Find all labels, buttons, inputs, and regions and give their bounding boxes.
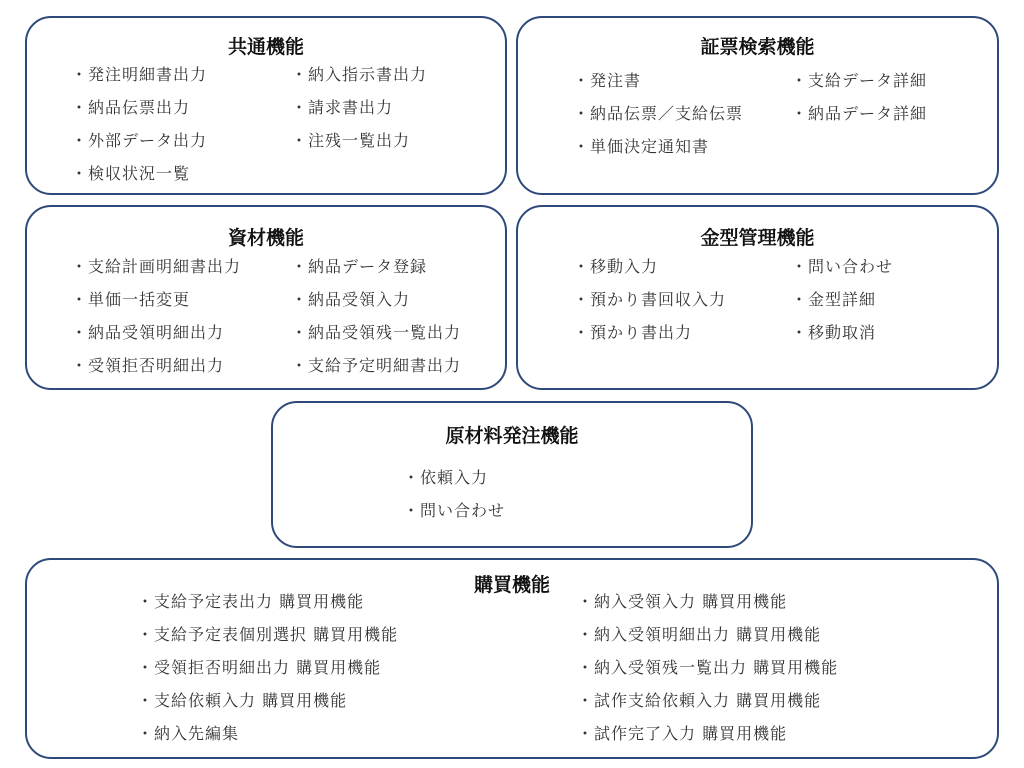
list-item: ・納品データ登録	[291, 257, 428, 276]
list-item: ・問い合わせ	[791, 257, 894, 276]
list-item: ・支給予定表出力 購買用機能	[137, 592, 365, 611]
list-item: ・納入受領明細出力 購買用機能	[577, 625, 822, 644]
purchasing-functions-list	[137, 585, 977, 750]
list-item: ・預かり書出力	[573, 323, 693, 342]
list-item: ・発注書	[573, 71, 642, 90]
purchasing-functions-title: 購買機能	[473, 574, 550, 596]
mold-management-title: 金型管理機能	[700, 227, 815, 249]
list-item: ・検収状況一覧	[71, 164, 191, 183]
list-item: ・納入先編集	[137, 724, 240, 743]
list-item: ・受領拒否明細出力	[71, 356, 225, 375]
list-item: ・単価決定通知書	[573, 137, 710, 156]
list-item: ・単価一括変更	[71, 290, 191, 309]
materials-functions-title: 資材機能	[227, 227, 304, 249]
materials-functions-list	[71, 250, 511, 382]
list-item: ・外部データ出力	[71, 131, 208, 150]
list-item: ・移動入力	[573, 257, 659, 276]
voucher-search-box	[516, 16, 999, 195]
list-item: ・試作支給依頼入力 購買用機能	[577, 691, 822, 710]
list-item: ・納品受領明細出力	[71, 323, 225, 342]
list-item: ・支給予定表個別選択 購買用機能	[137, 625, 399, 644]
mold-management-list	[573, 250, 971, 349]
list-item: ・納入受領残一覧出力 購買用機能	[577, 658, 839, 677]
list-item: ・請求書出力	[291, 98, 394, 117]
list-item: ・問い合わせ	[403, 501, 506, 520]
list-item: ・納品受領残一覧出力	[291, 323, 462, 342]
list-item: ・納入受領入力 購買用機能	[577, 592, 788, 611]
list-item: ・支給予定明細書出力	[291, 356, 462, 375]
list-item: ・受領拒否明細出力 購買用機能	[137, 658, 382, 677]
list-item: ・納品受領入力	[291, 290, 411, 309]
list-item: ・支給データ詳細	[791, 71, 928, 90]
list-item: ・注残一覧出力	[291, 131, 411, 150]
list-item: ・納品伝票出力	[71, 98, 191, 117]
list-item: ・移動取消	[791, 323, 877, 342]
purchasing-functions-box	[25, 558, 999, 759]
common-functions-title: 共通機能	[227, 36, 304, 58]
raw-material-order-box	[271, 401, 753, 548]
voucher-search-title: 証票検索機能	[700, 36, 815, 58]
list-item: ・支給依頼入力 購買用機能	[137, 691, 348, 710]
voucher-search-list	[573, 64, 971, 163]
list-item: ・発注明細書出力	[71, 65, 208, 84]
common-functions-list	[71, 58, 511, 190]
list-item: ・支給計画明細書出力	[71, 257, 242, 276]
raw-material-order-title: 原材料発注機能	[445, 425, 579, 447]
list-item: ・納品データ詳細	[791, 104, 928, 123]
list-item: ・金型詳細	[791, 290, 877, 309]
list-item: ・預かり書回収入力	[573, 290, 727, 309]
list-item: ・試作完了入力 購買用機能	[577, 724, 788, 743]
materials-functions-box	[25, 205, 507, 390]
list-item: ・納入指示書出力	[291, 65, 428, 84]
common-functions-box	[25, 16, 507, 195]
list-item: ・納品伝票／支給伝票	[573, 104, 744, 123]
list-item: ・依頼入力	[403, 468, 489, 487]
raw-material-order-list	[403, 461, 623, 527]
mold-management-box	[516, 205, 999, 390]
